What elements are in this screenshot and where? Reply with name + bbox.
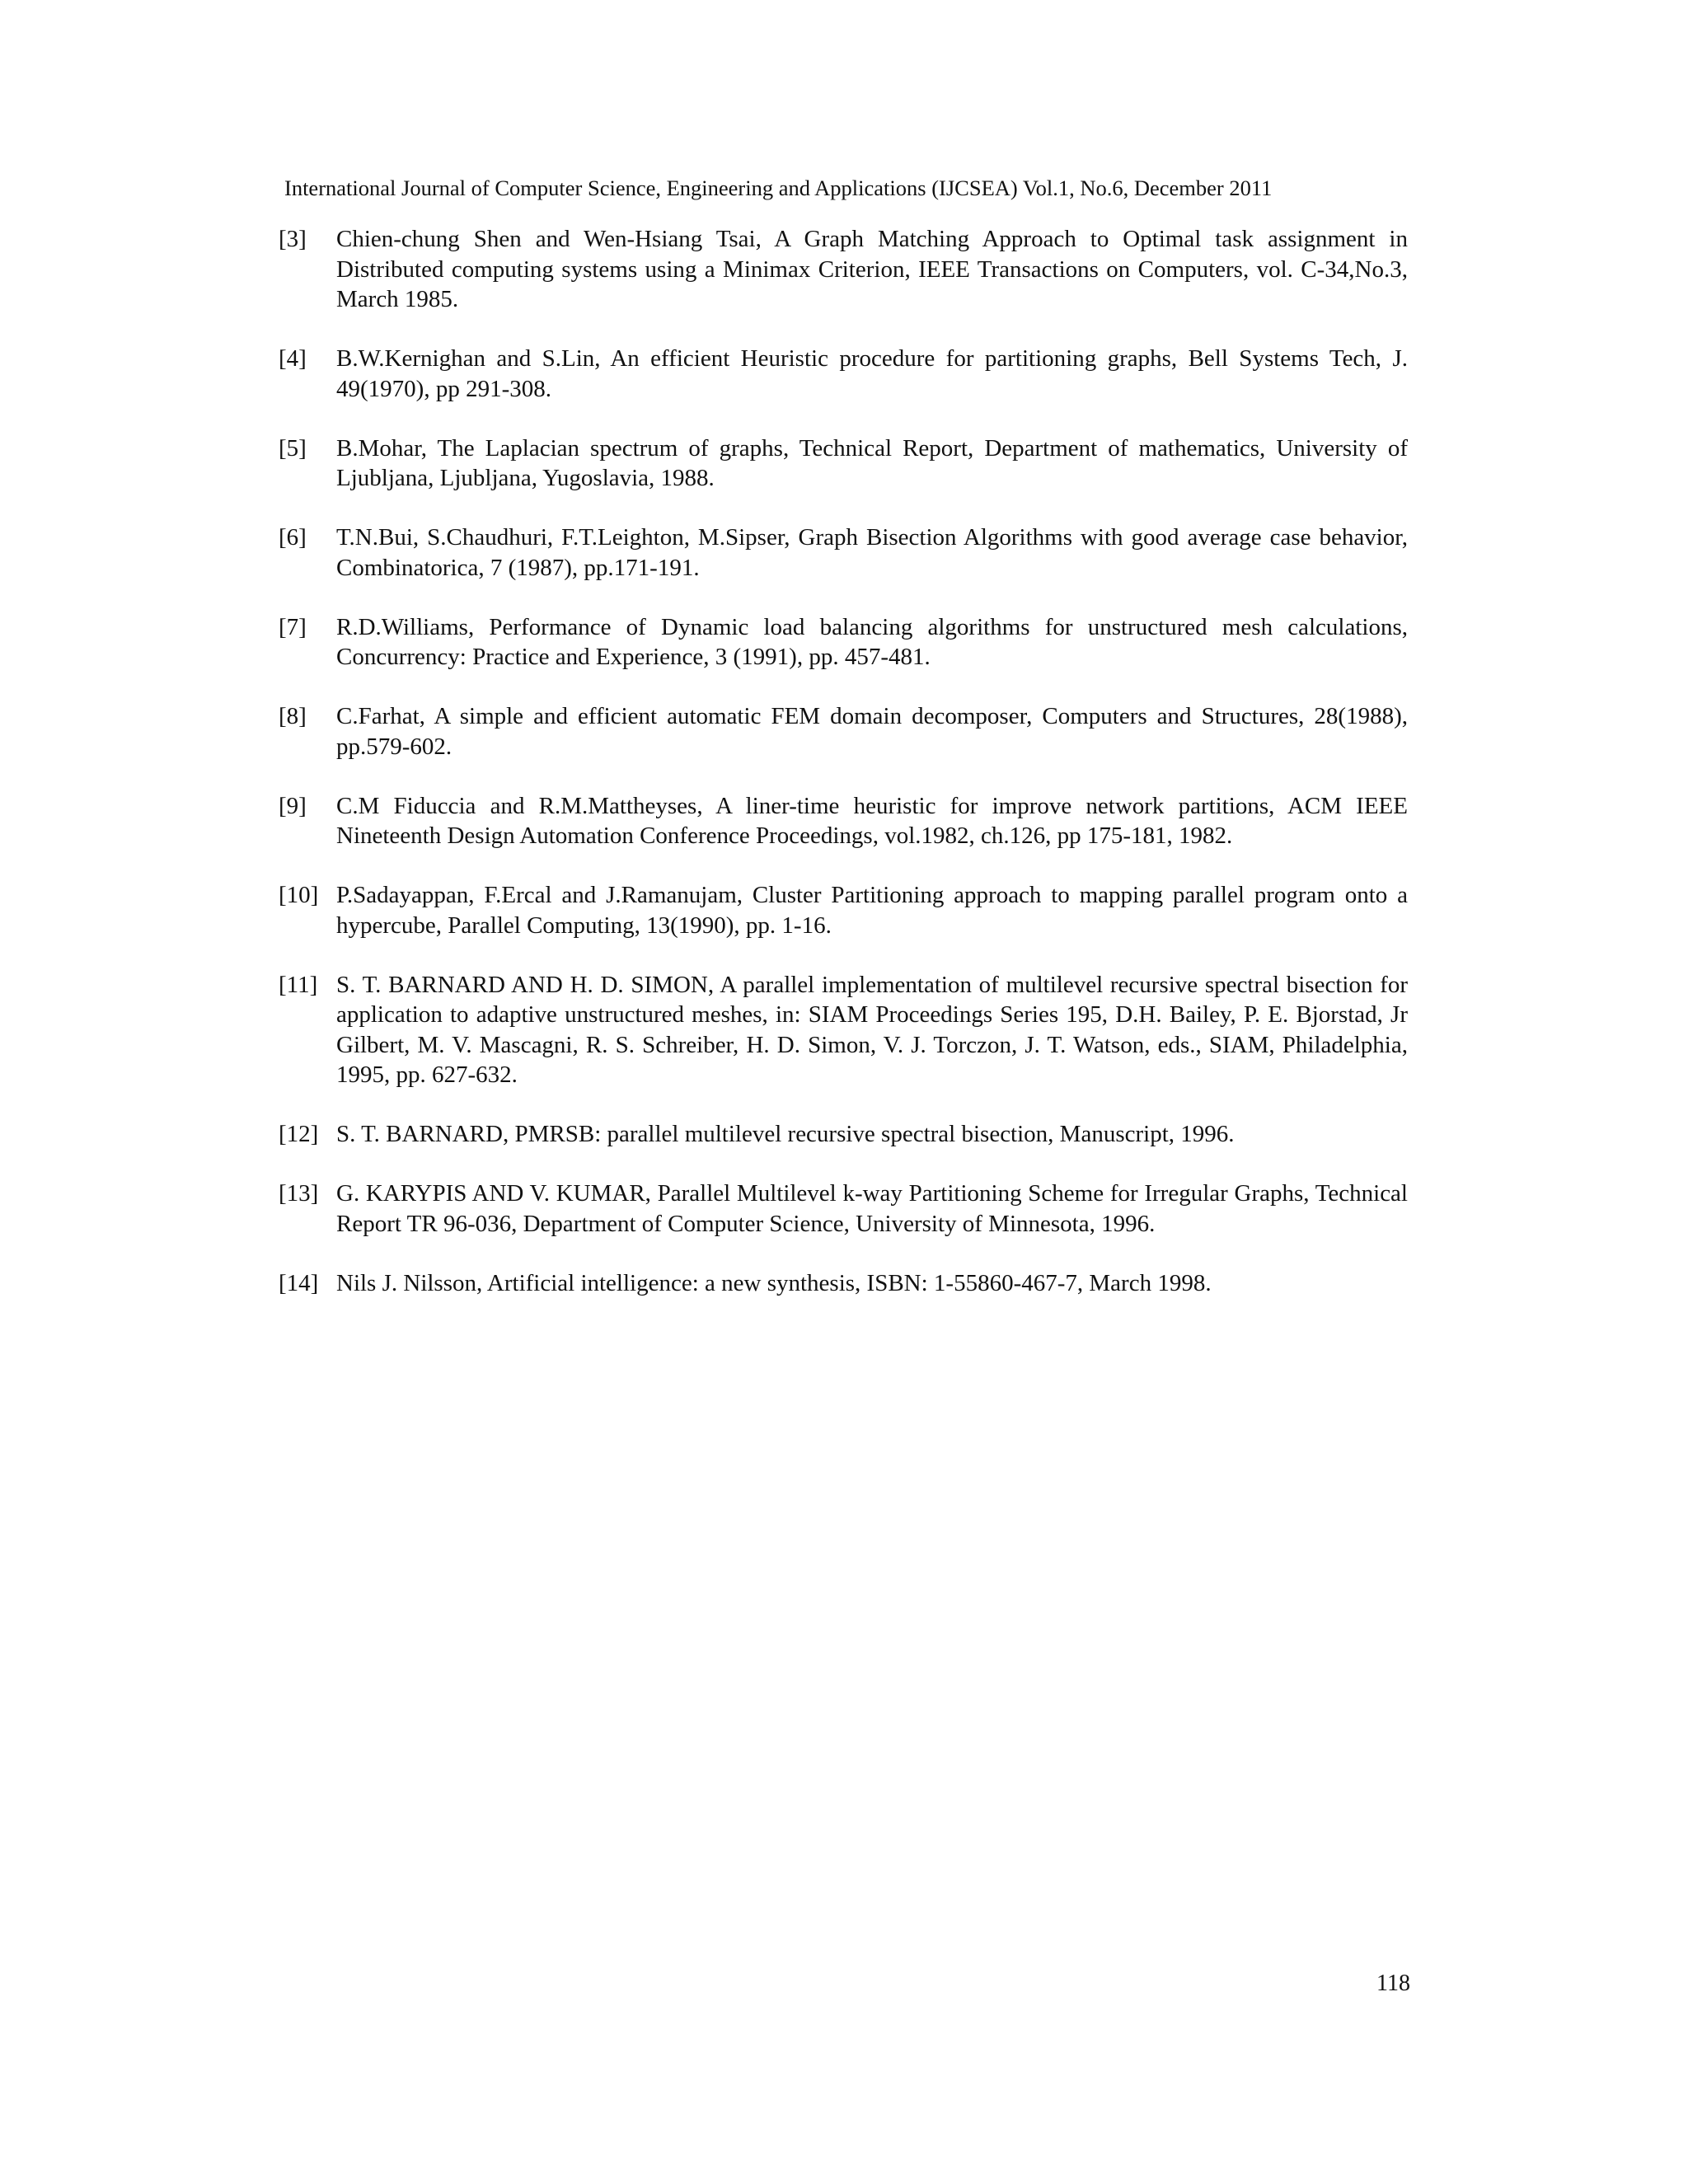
reference-item-5 <box>279 434 1408 494</box>
reference-text: T.N.Bui, S.Chaudhuri, F.T.Leighton, M.Sipser, Graph Bisection Algorithms with good average case behavior, Combinatorica, 7 (1987), pp.171-191. <box>336 524 1408 581</box>
reference-number: [14] <box>279 1269 319 1296</box>
reference-item-11 <box>279 970 1408 1090</box>
reference-number: [8] <box>279 703 307 729</box>
reference-item-12 <box>279 1119 1408 1150</box>
reference-text: P.Sadayappan, F.Ercal and J.Ramanujam, Cluster Partitioning approach to mapping parallel program onto a hypercube, Parallel Computing, 13(1990), pp. 1-16. <box>336 882 1408 939</box>
reference-item-4 <box>279 344 1408 404</box>
reference-text: Chien-chung Shen and Wen-Hsiang Tsai, A Graph Matching Approach to Optimal task assignment in Distributed computing systems using a Minimax Criterion, IEEE Transactions on Computers, vol. C-34,No.3, March 1985. <box>336 226 1408 312</box>
reference-item-7 <box>279 612 1408 673</box>
reference-list <box>279 224 1408 1328</box>
reference-text: S. T. BARNARD, PMRSB: parallel multilevel recursive spectral bisection, Manuscript, 1996. <box>336 1121 1235 1147</box>
reference-text: C.Farhat, A simple and efficient automatic FEM domain decomposer, Computers and Structures, 28(1988), pp.579-602. <box>336 703 1408 760</box>
reference-text: B.Mohar, The Laplacian spectrum of graphs, Technical Report, Department of mathematics, University of Ljubljana, Ljubljana, Yugoslavia, 1988. <box>336 434 1408 491</box>
reference-number: [3] <box>279 226 307 252</box>
reference-number: [7] <box>279 613 307 640</box>
reference-item-14 <box>279 1268 1408 1299</box>
reference-number: [12] <box>279 1121 319 1147</box>
reference-number: [5] <box>279 434 307 462</box>
reference-text: C.M Fiduccia and R.M.Mattheyses, A liner-time heuristic for improve network partitions, ACM IEEE Nineteenth Design Automation Conference Proceedings, vol.1982, ch.126, pp 175-181, 1982. <box>336 792 1408 849</box>
reference-text: R.D.Williams, Performance of Dynamic load balancing algorithms for unstructured mesh calculations, Concurrency: Practice and Experience, 3 (1991), pp. 457-481. <box>336 613 1408 670</box>
reference-number: [11] <box>279 971 318 998</box>
reference-number: [10] <box>279 882 319 908</box>
journal-running-header: International Journal of Computer Science, Engineering and Applications (IJCSEA) Vol.1, No.6, December 2011 <box>284 176 1273 200</box>
reference-item-13 <box>279 1179 1408 1239</box>
reference-text: S. T. BARNARD AND H. D. SIMON, A parallel implementation of multilevel recursive spectral bisection for application to adaptive unstructured meshes, in: SIAM Proceedings Series 195, D.H. Bailey, P. E. Bjorstad, Jr Gilbert, M. V. Mascagni, R. S. Schreiber, H. D. Simon, V. J. Torczon, J. T. Watson, eds., SIAM, Philadelphia, 1995, pp. 627-632. <box>336 971 1408 1088</box>
reference-number: [13] <box>279 1180 319 1207</box>
reference-text: G. KARYPIS AND V. KUMAR, Parallel Multilevel k-way Partitioning Scheme for Irregular Graphs, Technical Report TR 96-036, Department of Computer Science, University of Minnesota, 1996. <box>336 1180 1408 1237</box>
reference-item-6 <box>279 523 1408 583</box>
reference-item-10 <box>279 880 1408 940</box>
reference-item-8 <box>279 701 1408 762</box>
reference-item-3 <box>279 224 1408 315</box>
reference-number: [6] <box>279 524 307 551</box>
reference-item-9 <box>279 791 1408 851</box>
page-number: 118 <box>1376 1971 1410 1996</box>
reference-text: B.W.Kernighan and S.Lin, An efficient Heuristic procedure for partitioning graphs, Bell Systems Tech, J. 49(1970), pp 291-308. <box>336 345 1408 402</box>
reference-number: [9] <box>279 792 307 819</box>
reference-text: Nils J. Nilsson, Artificial intelligence: a new synthesis, ISBN: 1-55860-467-7, March 1998. <box>336 1269 1212 1296</box>
reference-number: [4] <box>279 345 307 372</box>
